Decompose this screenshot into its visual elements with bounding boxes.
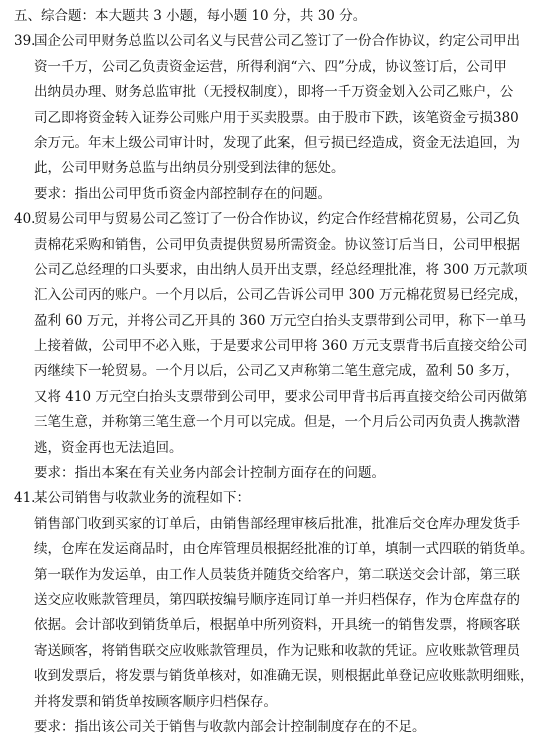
question-text: 此，公司甲财务总监与出纳员分别受到法律的惩处。 — [34, 160, 345, 177]
question-number: 41. — [14, 490, 36, 507]
question-number: 39. — [14, 33, 36, 50]
question-text: 司乙即将资金转入证券公司账户用于买卖股票。由于股市下跌，该笔资金亏损380 — [34, 109, 519, 126]
question-text: 第一联作为发运单，由工作人员装货并随货交给客户，第二联送交会计部，第三联 — [34, 566, 520, 583]
question-text: 收到发票后，将发票与销货单核对，如准确无误，则根据此单登记应收账款明细账， — [34, 668, 534, 685]
question-text: 资一千万，公司乙负责资金运营，所得利润“六、四”分成，协议签订后，公司甲 — [34, 58, 507, 75]
question-text: 寄送顾客，将销售联交应收账款管理员，作为记账和收款的凭证。应收账款管理员 — [34, 642, 520, 659]
question-text: 出纳员办理、财务总监审批（无授权制度），即将一千万资金划入公司乙账户，公 — [34, 84, 514, 101]
question-text: 汇入公司丙的账户。一个月以后，公司乙告诉公司甲 300 万元棉花贸易已经完成， — [34, 287, 528, 304]
question-41 — [14, 486, 551, 740]
question-text: 依据。会计部收到销货单后，根据单中所列资料，开具统一的销售发票，将顾客联 — [34, 617, 520, 634]
question-first-line — [14, 486, 551, 511]
question-text: 送交应收账款管理员，第四联按编号顺序连同订单一并归档保存，作为仓库盘存的 — [34, 591, 520, 608]
question-first-line — [14, 29, 551, 54]
question-first-line — [14, 207, 551, 232]
question-requirement: 要求：指出本案在有关业务内部会计控制方面存在的问题。 — [34, 465, 385, 482]
question-text: 贸易公司甲与贸易公司乙签订了一份合作协议，约定合作经营棉花贸易，公司乙负 — [34, 211, 520, 228]
question-39 — [14, 29, 551, 207]
question-text: 盈利 60 万元，并将公司乙开具的 360 万元空白抬头支票带到公司甲，称下一单马 — [34, 312, 527, 329]
question-text: 三笔生意，并称第三笔生意一个月可以完成。但是，一个月后公司丙负责人携款潜 — [34, 414, 520, 431]
question-text: 余万元。年末上级公司审计时，发现了此案，但亏损已经造成，资金无法追回，为 — [34, 134, 520, 151]
question-text: 续，仓库在发运商品时，由仓库管理员根据经批准的订单，填制一式四联的销货单。 — [34, 541, 534, 558]
question-text: 逃，资金再也无法追回。 — [34, 439, 183, 456]
question-text: 又将 410 万元空白抬头支票带到公司甲，要求公司甲背书后再直接交给公司丙做第 — [34, 388, 528, 405]
section-title: 五、综合题：本大题共 3 小题，每小题 10 分，共 30 分。 — [14, 8, 367, 24]
question-40 — [14, 207, 551, 486]
question-text: 责棉花采购和销售，公司甲负责提供贸易所需资金。协议签订后当日，公司甲根据 — [34, 236, 520, 253]
question-text: 上接着做，公司甲不必入账，于是要求公司甲将 360 万元支票背书后直接交给公司 — [34, 338, 528, 355]
question-text: 某公司销售与收款业务的流程如下： — [34, 490, 250, 507]
question-text: 销售部门收到买家的订单后，由销售部经理审核后批准，批准后交仓库办理发货手 — [34, 515, 520, 532]
question-text: 丙继续下一轮贸易。一个月以后，公司乙又声称第二笔生意完成，盈利 50 多万， — [34, 363, 519, 380]
question-requirement: 要求：指出公司甲货币资金内部控制存在的问题。 — [34, 185, 331, 202]
question-requirement: 要求：指出该公司关于销售与收款内部会计控制制度存在的不足。 — [34, 718, 426, 735]
question-text: 国企公司甲财务总监以公司名义与民营公司乙签订了一份合作协议，约定公司甲出 — [34, 33, 520, 50]
question-text: 并将发票和销货单按顾客顺序归档保存。 — [34, 693, 277, 710]
question-text: 公司乙总经理的口头要求，由出纳人员开出支票，经总经理批准，将 300 万元款项 — [34, 261, 528, 278]
question-number: 40. — [14, 211, 36, 228]
